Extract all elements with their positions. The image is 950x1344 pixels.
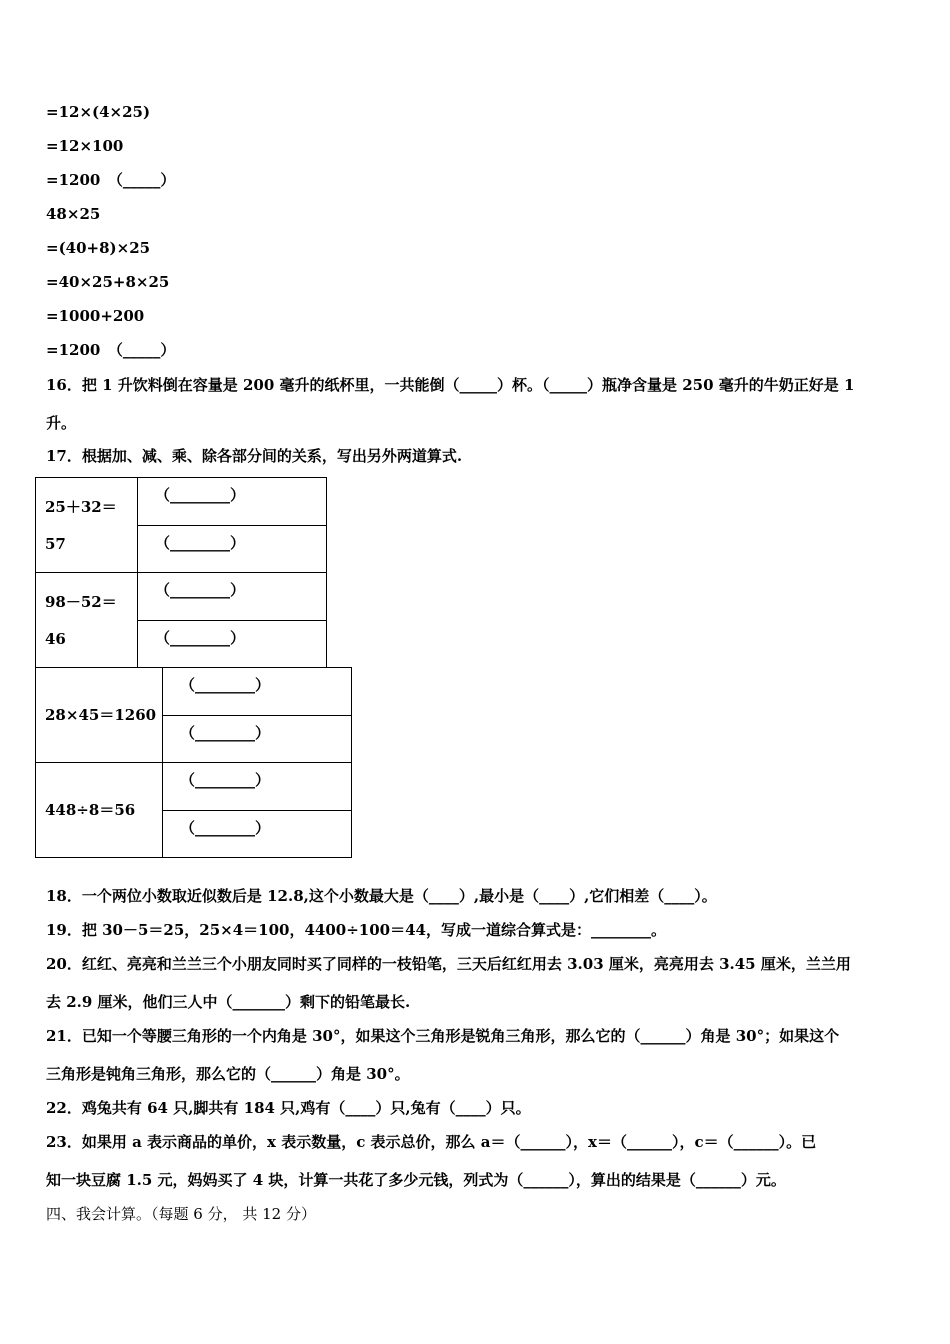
equation-cell: 98－52＝ 46 [36, 573, 138, 668]
answer-blank[interactable]: （________） [163, 810, 352, 858]
calc-line: =1200 （_____） [46, 171, 176, 189]
answer-blank[interactable]: （________） [138, 478, 327, 526]
question-16-line2: 升。 [46, 414, 77, 432]
calc-line: =(40+8)×25 [46, 239, 151, 257]
equation-cell: 448÷8＝56 [36, 763, 163, 858]
answer-blank[interactable]: （________） [138, 620, 327, 668]
question-17-table-2 [35, 667, 352, 858]
answer-blank[interactable]: （________） [163, 715, 352, 763]
calc-line: =1200 （_____） [46, 341, 176, 359]
question-23-line2: 知一块豆腐 1.5 元，妈妈买了 4 块，计算一共花了多少元钱，列式为（______），算出的结果是（______）元。 [46, 1171, 786, 1189]
question-18: 18．一个两位小数取近似数后是 12.8,这个小数最大是（____）,最小是（____）,它们相差（____）。 [46, 887, 717, 905]
equation-cell: 25＋32＝ 57 [36, 478, 138, 573]
question-19: 19．把 30－5＝25，25×4＝100，4400÷100＝44，写成一道综合算式是：________。 [46, 921, 666, 939]
equation-cell: 28×45＝1260 [36, 668, 163, 763]
question-17-table-1 [35, 477, 327, 668]
question-23-line1: 23．如果用 a 表示商品的单价，x 表示数量，c 表示总价，那么 a＝（______），x＝（______），c＝（______）。已 [46, 1133, 817, 1151]
calc-line: =40×25+8×25 [46, 273, 170, 291]
answer-blank[interactable]: （________） [138, 525, 327, 573]
answer-blank[interactable]: （________） [163, 668, 352, 716]
calc-line: =1000+200 [46, 307, 145, 325]
calc-line: =12×(4×25) [46, 103, 151, 121]
question-21-line2: 三角形是钝角三角形，那么它的（______）角是 30°。 [46, 1065, 410, 1083]
answer-blank[interactable]: （________） [138, 573, 327, 621]
calc-line: =12×100 [46, 137, 124, 155]
answer-blank[interactable]: （________） [163, 763, 352, 811]
question-22: 22．鸡兔共有 64 只,脚共有 184 只,鸡有（____）只,兔有（____）只。 [46, 1099, 531, 1117]
calc-line: 48×25 [46, 205, 101, 223]
question-20-line2: 去 2.9 厘米，他们三人中（_______）剩下的铅笔最长. [46, 993, 411, 1011]
question-21-line1: 21．已知一个等腰三角形的一个内角是 30°，如果这个三角形是锐角三角形，那么它的（______）角是 30°；如果这个 [46, 1027, 840, 1045]
section-4-heading: 四、我会计算。（每题 6 分， 共 12 分） [46, 1205, 316, 1223]
question-20-line1: 20．红红、亮亮和兰兰三个小朋友同时买了同样的一枝铅笔，三天后红红用去 3.03 厘米，亮亮用去 3.45 厘米，兰兰用 [46, 955, 851, 973]
question-17-prompt: 17．根据加、减、乘、除各部分间的关系，写出另外两道算式. [46, 447, 463, 465]
question-16-line1: 16．把 1 升饮料倒在容量是 200 毫升的纸杯里，一共能倒（_____）杯。（_____）瓶净含量是 250 毫升的牛奶正好是 1 [46, 376, 855, 394]
